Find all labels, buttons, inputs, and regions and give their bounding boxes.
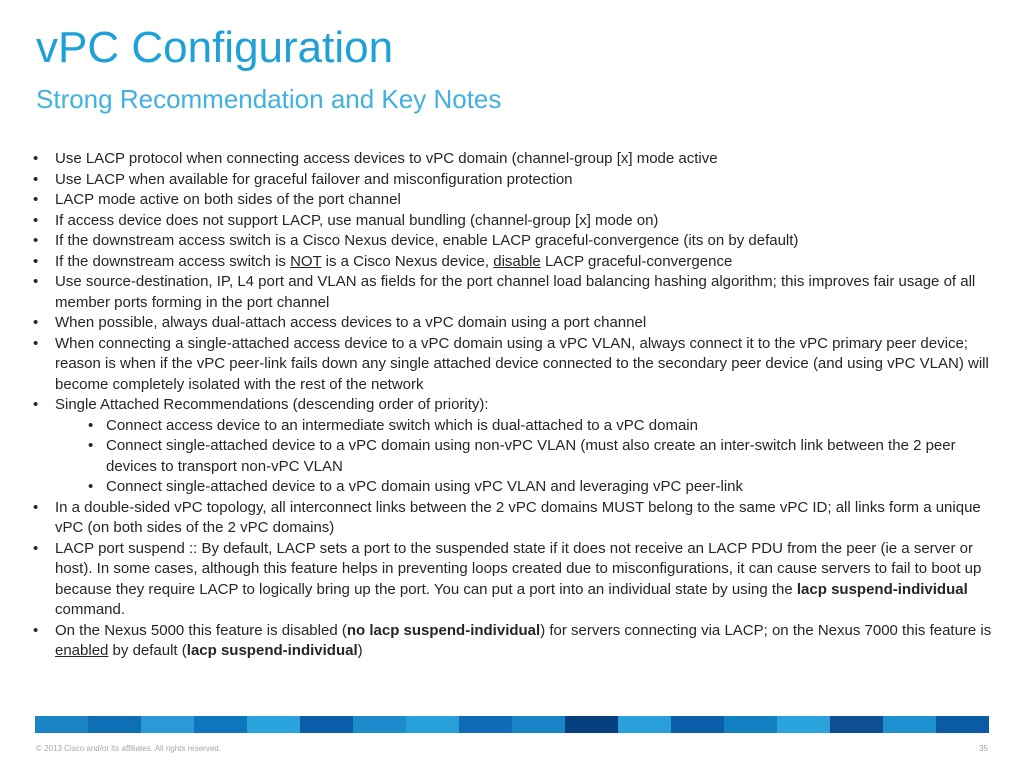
band-segment: [194, 716, 247, 733]
slide-title: vPC Configuration: [36, 23, 394, 72]
bullet-item: [30, 231, 994, 252]
bullet-text: LACP mode active on both sides of the port channel: [55, 191, 401, 208]
band-segment: [141, 716, 194, 733]
bullet-item: [30, 190, 994, 211]
bold-command: lacp suspend-individual: [186, 642, 358, 659]
underlined-disable: disable: [493, 252, 541, 270]
bullet-item: [30, 149, 994, 170]
bullet-text: When connecting a single-attached access device to a vPC domain using a vPC VLAN, always connect it to the vPC primary peer device; reason is when if the vPC peer-link fails down any single attached device connected to the secondary peer device (and using vPC VLAN) will become completely isolated with the rest of the network: [55, 334, 989, 393]
bullet-item: [30, 498, 994, 539]
decorative-color-band: [35, 716, 989, 733]
bullet-text: When possible, always dual-attach access devices to a vPC domain using a port channel: [55, 314, 647, 331]
bullet-item: [30, 395, 994, 498]
bullet-text: Use LACP protocol when connecting access devices to vPC domain (channel-group [x] mode active: [55, 150, 718, 167]
band-segment: [35, 716, 88, 733]
sub-bullet-item: [55, 416, 994, 437]
band-segment: [300, 716, 353, 733]
bullet-item: [30, 539, 994, 621]
bullet-text: LACP port suspend :: By default, LACP sets a port to the suspended state if it does not receive an LACP PDU from the peer (ie a server or host). In some cases, although this feature helps in preventing loops created due to misconfigurations, it can cause servers to fail to boot up because they require LACP to logically bring up the port. You can put a port into an individual state by using the: [55, 539, 982, 598]
bullet-item: [30, 621, 994, 662]
bullet-item: [30, 211, 994, 232]
bullet-text: command.: [55, 601, 126, 618]
bullet-text: If access device does not support LACP, use manual bundling (channel-group [x] mode on): [55, 211, 659, 229]
bullet-text: ): [357, 642, 363, 659]
bullet-item: [30, 272, 994, 313]
sub-bullet-item: [55, 436, 994, 477]
sub-bullet-item: [55, 477, 994, 498]
band-segment: [88, 716, 141, 733]
band-segment: [406, 716, 459, 733]
bullet-text: On the Nexus 5000 this feature is disabled (: [55, 621, 347, 639]
bullet-item: [30, 170, 994, 191]
band-segment: [883, 716, 936, 733]
page-number: 35: [979, 744, 988, 753]
bullet-text: Use LACP when available for graceful failover and misconfiguration protection: [55, 170, 573, 188]
band-segment: [671, 716, 724, 733]
bold-command: no lacp suspend-individual: [346, 621, 541, 639]
band-segment: [459, 716, 512, 733]
band-segment: [247, 716, 300, 733]
sub-bullet-text: Connect single-attached device to a vPC domain using vPC VLAN and leveraging vPC peer-link: [106, 478, 744, 495]
bullet-list: [30, 149, 994, 662]
sub-bullet-text: Connect single-attached device to a vPC domain using non-vPC VLAN (must also create an inter-switch link between the 2 peer devices to transport non-vPC VLAN: [106, 437, 956, 475]
sub-bullet-list: [55, 416, 994, 498]
bullet-text: by default (: [108, 642, 187, 659]
underlined-not: NOT: [290, 252, 322, 270]
band-segment: [936, 716, 989, 733]
bullet-text: If the downstream access switch is a Cisco Nexus device, enable LACP graceful-convergence (its on by default): [55, 232, 799, 249]
bullet-item: [30, 252, 994, 273]
band-segment: [618, 716, 671, 733]
band-segment: [512, 716, 565, 733]
bullet-text: If the downstream access switch is: [55, 252, 291, 270]
bullet-text: is a Cisco Nexus device,: [321, 252, 494, 270]
band-segment: [353, 716, 406, 733]
bold-command: lacp suspend-individual: [796, 580, 968, 598]
bullet-text: LACP graceful-convergence: [540, 252, 733, 270]
bullet-item: [30, 334, 994, 396]
band-segment: [830, 716, 883, 733]
band-segment: [724, 716, 777, 733]
bullet-text: Single Attached Recommendations (descending order of priority):: [55, 396, 489, 413]
bullet-text: In a double-sided vPC topology, all interconnect links between the 2 vPC domains MUST belong to the same vPC ID; all links form a unique vPC (on both sides of the 2 vPC domains): [55, 498, 981, 536]
bullet-text: ) for servers connecting via LACP; on the Nexus 7000 this feature is: [540, 621, 992, 639]
band-segment: [777, 716, 830, 733]
slide-subtitle: Strong Recommendation and Key Notes: [36, 84, 502, 114]
band-segment: [565, 716, 618, 733]
sub-bullet-text: Connect access device to an intermediate switch which is dual-attached to a vPC domain: [106, 416, 698, 434]
bullet-text: Use source-destination, IP, L4 port and VLAN as fields for the port channel load balancing hashing algorithm; this improves fair usage of all member ports forming in the port channel: [55, 273, 976, 311]
bullet-item: [30, 313, 994, 334]
copyright-footer: © 2013 Cisco and/or its affiliates. All rights reserved.: [36, 744, 221, 753]
underlined-enabled: enabled: [55, 642, 109, 659]
